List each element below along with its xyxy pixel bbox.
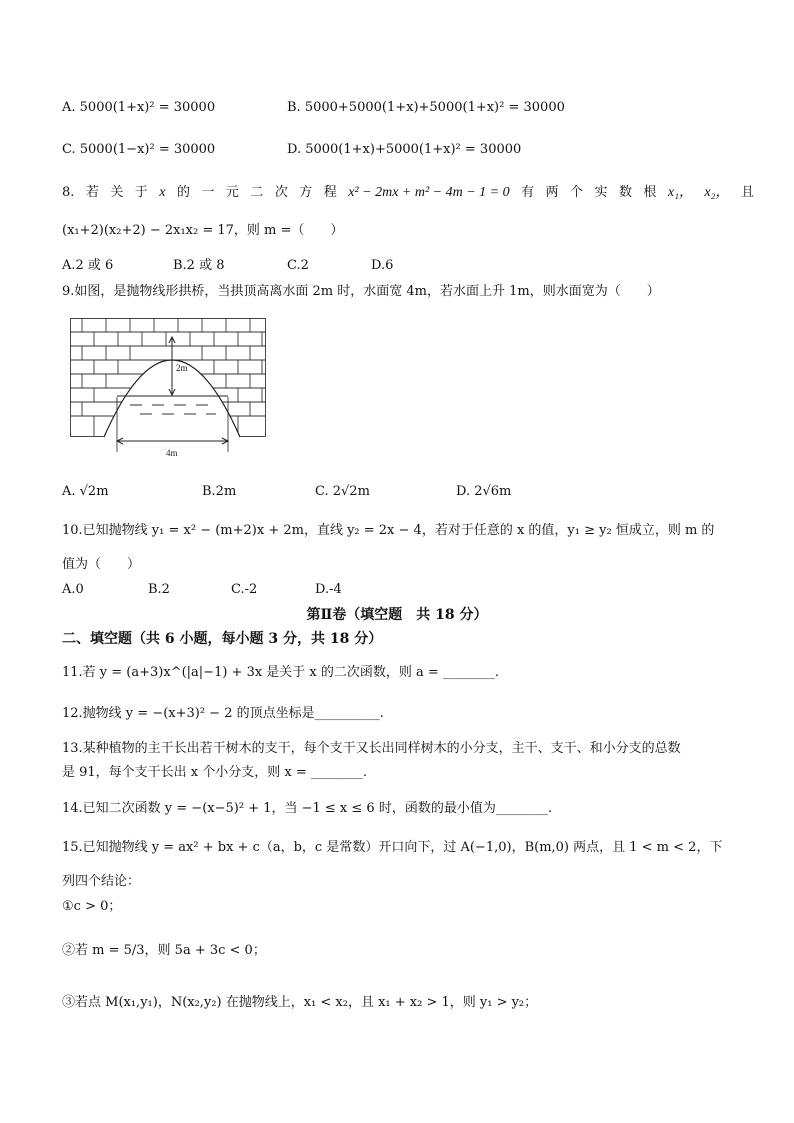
- q9-option-d: D. 2√6m: [456, 484, 512, 499]
- width-label: 4m: [166, 448, 178, 458]
- q8-option-b: B.2 或 8: [173, 258, 225, 273]
- q9-option-c: C. 2√2m: [315, 484, 370, 499]
- arch-bridge-figure: [70, 313, 270, 463]
- q7-option-c: C. 5000(1−x)² = 30000: [62, 142, 216, 157]
- q10-option-a: A.0: [62, 582, 84, 597]
- q9-option-a: A. √2m: [62, 484, 109, 499]
- q12-stem: 12.抛物线 y = −(x+3)² − 2 的顶点坐标是__________.: [62, 706, 384, 721]
- q15-conclusion-1: ①c > 0；: [62, 899, 122, 914]
- q10-option-c: C.-2: [231, 582, 258, 597]
- q14-stem: 14.已知二次函数 y = −(x−5)² + 1，当 −1 ≤ x ≤ 6 时，函数的最小值为________.: [62, 801, 552, 816]
- height-label: 2m: [176, 363, 188, 373]
- q10-option-b: B.2: [148, 582, 170, 597]
- q15-stem-line2: 列四个结论：: [62, 874, 141, 889]
- q15-conclusion-2: ②若 m = 5/3，则 5a + 3c < 0；: [62, 943, 266, 958]
- q13-stem-line2: 是 91，每个支干长出 x 个小分支，则 x = ________.: [62, 765, 368, 780]
- q8-stem-line2: (x₁+2)(x₂+2) − 2x₁x₂ = 17，则 m =（ ）: [62, 223, 344, 238]
- q10-stem-line2: 值为（ ）: [62, 557, 141, 572]
- q10-stem-line1: 10.已知抛物线 y₁ = x² − (m+2)x + 2m，直线 y₂ = 2x − 4，若对于任意的 x 的值，y₁ ≥ y₂ 恒成立，则 m 的: [62, 523, 715, 538]
- q15-conclusion-3: ③若点 M(x₁,y₁)，N(x₂,y₂) 在抛物线上，x₁ < x₂，且 x₁ + x₂ > 1，则 y₁ > y₂；: [62, 995, 538, 1010]
- q7-option-a: A. 5000(1+x)² = 30000: [62, 100, 216, 115]
- section-2-title: 第Ⅱ卷（填空题 共 18 分）: [306, 607, 488, 623]
- q11-stem: 11.若 y = (a+3)x^(|a|−1) + 3x 是关于 x 的二次函数，则 a = ________.: [62, 665, 500, 680]
- q8-option-a: A.2 或 6: [62, 258, 114, 273]
- q7-option-d: D. 5000(1+x)+5000(1+x)² = 30000: [287, 142, 522, 157]
- q10-option-d: D.-4: [315, 582, 342, 597]
- q8-stem-line1: 8. 若 关 于 x 的 一 元 二 次 方 程 x² − 2mx + m² − 4m − 1 = 0 有 两 个 实 数 根 x₁， x₂， 且: [62, 185, 754, 200]
- q9-option-b: B.2m: [202, 484, 237, 499]
- section-2-heading: 二、填空题（共 6 小题，每小题 3 分，共 18 分）: [62, 631, 383, 647]
- q8-option-c: C.2: [287, 258, 309, 273]
- q7-option-b: B. 5000+5000(1+x)+5000(1+x)² = 30000: [287, 100, 565, 115]
- q13-stem-line1: 13.某种植物的主干长出若干树木的支干，每个支干又长出同样树木的小分支，主干、支干、和小分支的总数: [62, 741, 681, 756]
- q15-stem-line1: 15.已知抛物线 y = ax² + bx + c（a，b，c 是常数）开口向下，过 A(−1,0)，B(m,0) 两点，且 1 < m < 2，下: [62, 840, 723, 855]
- q8-option-d: D.6: [371, 258, 394, 273]
- q9-stem: 9.如图，是抛物线形拱桥，当拱顶高离水面 2m 时，水面宽 4m，若水面上升 1m，则水面宽为（ ）: [62, 284, 660, 299]
